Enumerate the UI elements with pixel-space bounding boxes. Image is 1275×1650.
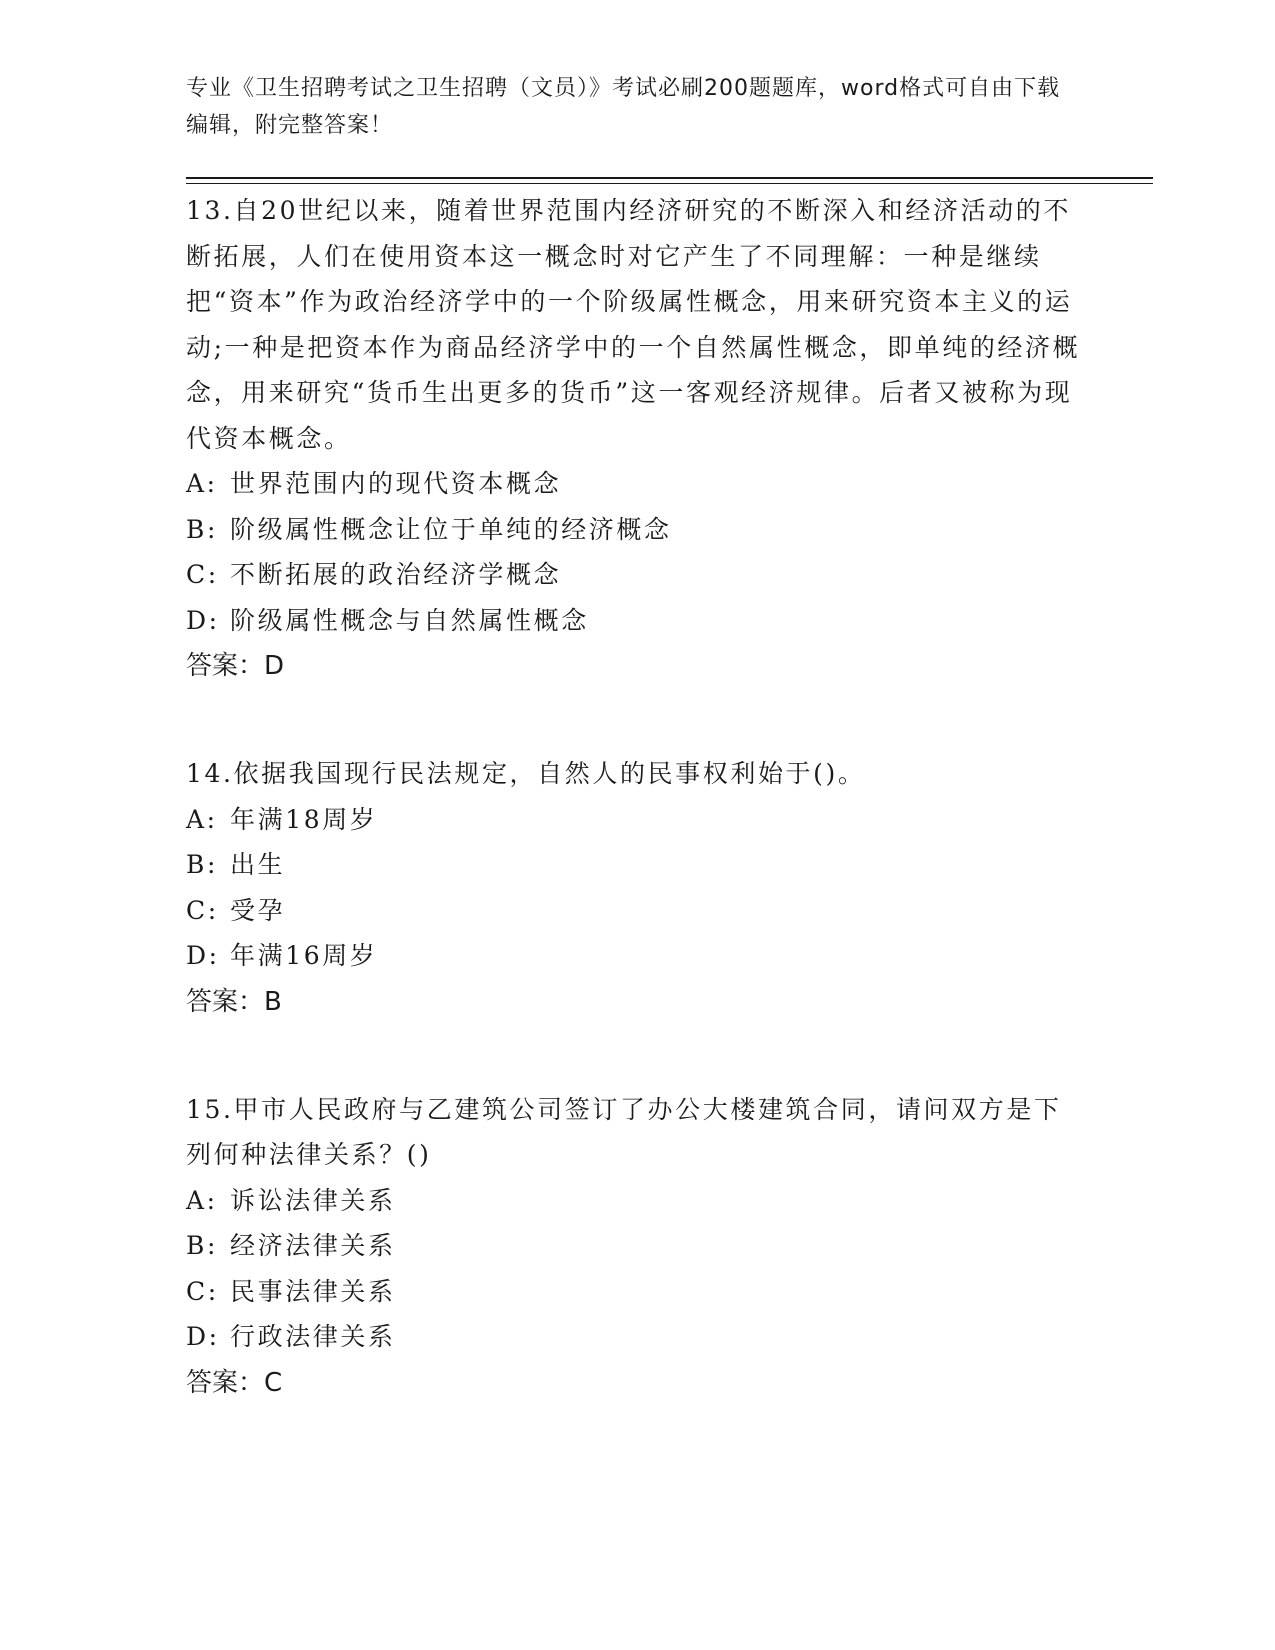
option-text: 年满18周岁	[230, 804, 378, 834]
option-key: C:	[186, 1276, 219, 1306]
option-text: 世界范围内的现代资本概念	[230, 469, 562, 498]
option-text: 受孕	[230, 895, 286, 925]
question-list	[186, 188, 1086, 1468]
question-stem: 13.自20世纪以来，随着世界范围内经济研究的不断深入和经济活动的不断拓展，人们在使用资本这一概念时对它产生了不同理解：一种是继续把“资本”作为政治经济学中的一个阶级属性概念，用来研究资本主义的运动;一种是把资本作为商品经济学中的一个自然属性概念，即单纯的经济概念，用来研究“货币生出更多的货币”这一客观经济规律。后者又被称为现代资本概念。	[186, 196, 1081, 453]
option-d	[186, 1314, 1086, 1360]
question-stem: 14.依据我国现行民法规定，自然人的民事权利始于()。	[186, 759, 866, 788]
option-key: A:	[186, 1185, 218, 1215]
option-key: D:	[186, 1322, 220, 1351]
question-13	[186, 188, 1086, 689]
option-c	[186, 1269, 1086, 1315]
question-15	[186, 1087, 1086, 1406]
option-key: B:	[186, 1231, 218, 1260]
question-stem: 15.甲市人民政府与乙建筑公司签订了办公大楼建筑合同，请问双方是下列何种法律关系？()	[186, 1094, 1062, 1169]
answer: 答案：C	[186, 1367, 283, 1398]
option-text: 诉讼法律关系	[230, 1185, 396, 1215]
option-text: 阶级属性概念与自然属性概念	[230, 605, 589, 635]
option-key: D:	[186, 941, 220, 970]
option-d	[186, 933, 1086, 979]
answer: 答案：B	[186, 986, 282, 1017]
option-b	[186, 842, 1086, 888]
option-text: 年满16周岁	[230, 941, 378, 970]
option-key: A:	[186, 804, 218, 834]
option-key: B:	[186, 850, 218, 879]
option-text: 经济法律关系	[230, 1231, 396, 1260]
option-key: A:	[186, 469, 218, 498]
option-b	[186, 507, 1086, 553]
option-c	[186, 552, 1086, 598]
option-text: 出生	[230, 850, 286, 879]
option-key: D:	[186, 605, 220, 635]
option-key: C:	[186, 895, 219, 925]
option-text: 行政法律关系	[230, 1322, 396, 1351]
header-divider-thin	[186, 183, 1153, 184]
option-d	[186, 598, 1086, 644]
option-a	[186, 461, 1086, 507]
option-key: B:	[186, 514, 218, 544]
option-b	[186, 1223, 1086, 1269]
option-key: C:	[186, 560, 219, 589]
document-header: 专业《卫生招聘考试之卫生招聘（文员）》考试必刷200题题库，word格式可自由下载编辑，附完整答案！	[186, 76, 1061, 138]
answer: 答案：D	[186, 651, 285, 681]
question-14	[186, 751, 1086, 1025]
option-text: 民事法律关系	[230, 1276, 396, 1306]
option-c	[186, 888, 1086, 934]
option-a	[186, 797, 1086, 843]
option-text: 阶级属性概念让位于单纯的经济概念	[230, 514, 672, 544]
header-divider-thick	[186, 177, 1153, 179]
option-text: 不断拓展的政治经济学概念	[230, 560, 562, 589]
option-a	[186, 1178, 1086, 1224]
